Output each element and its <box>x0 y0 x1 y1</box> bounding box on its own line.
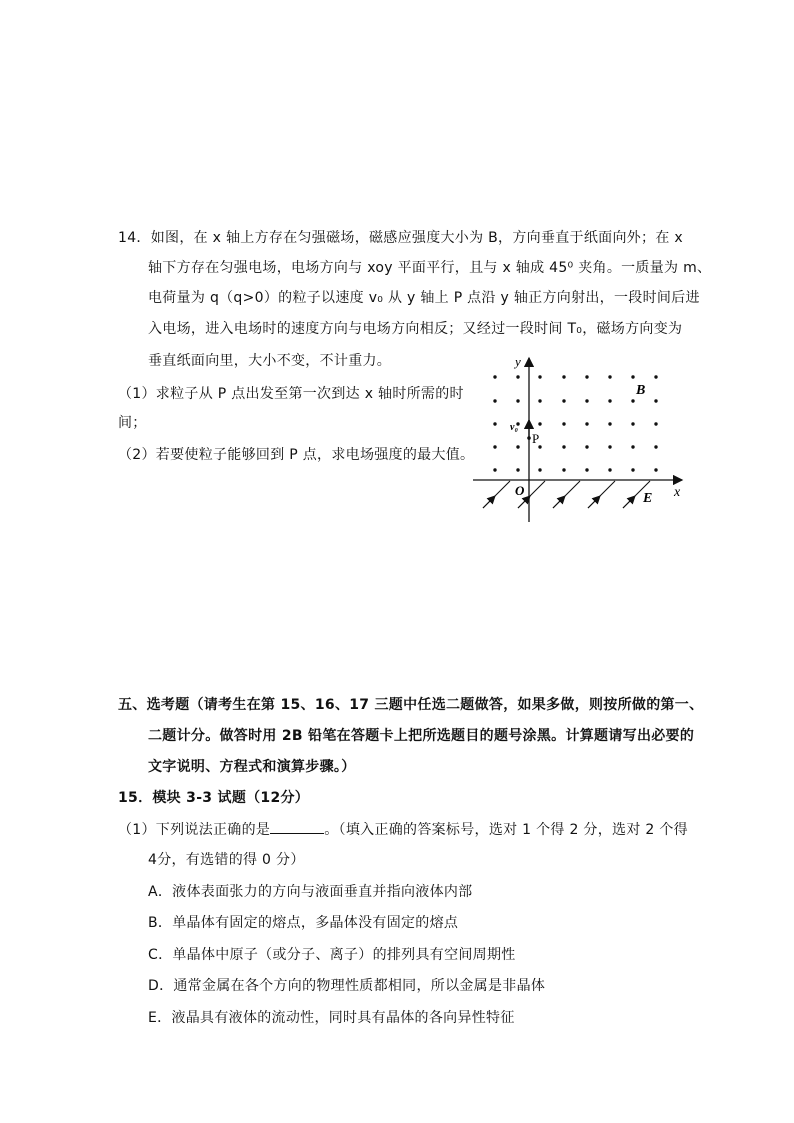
p-label: P <box>532 431 540 446</box>
field-dot <box>654 399 657 402</box>
x-label: x <box>674 485 681 500</box>
field-dot <box>631 399 634 402</box>
option-b: B．单晶体有固定的熔点，多晶体没有固定的熔点 <box>148 915 459 931</box>
field-dot <box>608 399 611 402</box>
q15-part1-text-after: 。（填入正确的答案标号，选对 1 个得 2 分，选对 2 个得 <box>324 822 688 838</box>
field-dot <box>585 422 588 425</box>
q14-sub1-cont: 间； <box>118 415 147 431</box>
field-dot <box>631 445 634 448</box>
field-dot <box>608 445 611 448</box>
y-label: y <box>515 354 521 369</box>
field-dot <box>562 399 565 402</box>
field-dot <box>654 468 657 471</box>
field-dot <box>631 375 634 378</box>
field-dot <box>516 399 519 402</box>
field-dot <box>631 422 634 425</box>
field-dot <box>654 422 657 425</box>
q14-line: 入电场，进入电场时的速度方向与电场方向相反；又经过一段时间 T₀，磁场方向变为 <box>148 321 683 337</box>
field-dot <box>538 468 541 471</box>
field-dot <box>585 468 588 471</box>
field-dot <box>608 375 611 378</box>
field-dot <box>654 375 657 378</box>
q14-line: 14．如图，在 x 轴上方存在匀强磁场，磁感应强度大小为 B，方向垂直于纸面向外；在 x <box>118 230 683 246</box>
field-dot <box>493 422 496 425</box>
field-dot <box>516 375 519 378</box>
q14-sub1: （1）求粒子从 P 点出发至第一次到达 x 轴时所需的时 <box>118 386 464 402</box>
q14-line: 电荷量为 q（q>0）的粒子以速度 v₀ 从 y 轴上 P 点沿 y 轴正方向射出，一段时间后进 <box>148 290 700 306</box>
field-dot <box>538 399 541 402</box>
e-field-arrow <box>623 496 635 508</box>
field-dot <box>493 468 496 471</box>
field-dot <box>493 375 496 378</box>
field-dot <box>562 422 565 425</box>
field-dot <box>493 399 496 402</box>
magnetic-field-dots <box>493 375 657 471</box>
answer-blank[interactable] <box>270 819 324 834</box>
field-dot <box>562 468 565 471</box>
option-d: D．通常金属在各个方向的物理性质都相同，所以金属是非晶体 <box>148 978 546 994</box>
v0-label: v₀ <box>510 422 518 433</box>
e-field-arrow <box>553 496 565 508</box>
q15-title: 15．模块 3-3 试题（12分） <box>118 790 310 806</box>
field-dot <box>631 468 634 471</box>
field-diagram <box>470 350 690 525</box>
option-a: A．液体表面张力的方向与液面垂直并指向液体内部 <box>148 884 473 900</box>
field-dot <box>585 445 588 448</box>
field-dot <box>538 422 541 425</box>
field-dot <box>585 399 588 402</box>
field-dot <box>654 445 657 448</box>
option-e: E．液晶具有液体的流动性，同时具有晶体的各向异性特征 <box>148 1010 515 1026</box>
field-dot <box>608 422 611 425</box>
origin-label: O <box>515 483 525 498</box>
field-dot <box>562 375 565 378</box>
option-c: C．单晶体中原子（或分子、离子）的排列具有空间周期性 <box>148 947 516 963</box>
field-dot <box>493 445 496 448</box>
section-line: 文字说明、方程式和演算步骤。） <box>148 759 356 775</box>
section-line: 二题计分。做答时用 2B 铅笔在答题卡上把所选题目的题号涂黑。计算题请写出必要的 <box>148 728 695 744</box>
q14-sub2: （2）若要使粒子能够回到 P 点，求电场强度的最大值。 <box>118 447 475 463</box>
e-label: E <box>643 491 653 506</box>
q14-line: 轴下方存在匀强电场，电场方向与 xoy 平面平行，且与 x 轴成 45⁰ 夹角。一质量为 m、 <box>148 260 712 276</box>
point-p <box>527 436 531 440</box>
q15-part1-cont: 4分，有选错的得 0 分） <box>148 852 305 868</box>
b-label: B <box>636 383 646 398</box>
electric-field-arrows <box>483 481 653 508</box>
q15-part1-text: （1）下列说法正确的是 <box>118 822 271 838</box>
field-dot <box>516 445 519 448</box>
e-field-arrow <box>483 496 495 508</box>
field-dot <box>538 375 541 378</box>
e-field-arrow <box>588 496 600 508</box>
field-dot <box>562 445 565 448</box>
field-dot <box>608 468 611 471</box>
q15-part1 <box>118 819 688 840</box>
field-dot <box>516 468 519 471</box>
q14-line: 垂直纸面向里，大小不变，不计重力。 <box>148 353 392 369</box>
field-dot <box>585 375 588 378</box>
section-line: 五、选考题（请考生在第 15、16、17 三题中任选二题做答，如果多做，则按所做的第一、 <box>118 697 704 713</box>
